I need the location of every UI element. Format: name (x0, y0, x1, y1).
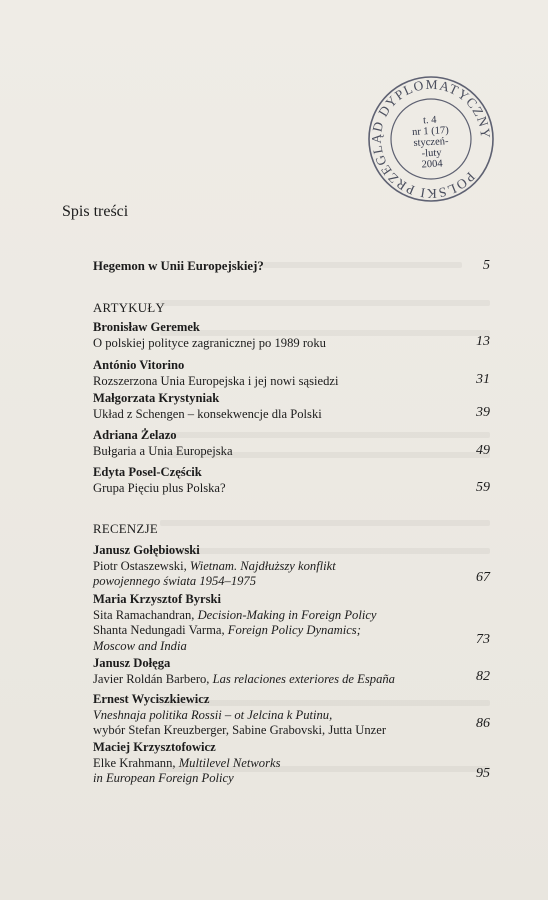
entry-page: 39 (476, 405, 490, 420)
entry-text: Sita Ramachandran, (93, 607, 198, 622)
section-heading-articles: ARTYKUŁY (93, 301, 166, 315)
entry-page: 49 (476, 443, 490, 458)
entry-title: O polskiej polityce zagranicznej po 1989 roku (93, 335, 326, 350)
toc-entry (93, 358, 339, 389)
toc-entry (93, 428, 233, 459)
stamp-line: 2004 (421, 158, 443, 171)
stamp-ring-text: POLSKI PRZEGLĄD DYPLOMATYCZNY (368, 76, 494, 202)
entry-author: Maria Krzysztof Byrski (93, 592, 222, 606)
stamp-line: styczeń- (413, 136, 449, 149)
entry-title: Rozszerzona Unia Europejska i jej nowi sąsiedzi (93, 373, 339, 388)
entry-text: Elke Krahmann, (93, 755, 179, 770)
entry-text-italic: Wietnam. Najdłuższy konflikt (189, 558, 336, 573)
entry-text-italic: Multilevel Networks (178, 755, 281, 770)
toc-entry (93, 391, 322, 422)
entry-text-italic: Moscow and India (93, 638, 187, 653)
entry-text-italic: Decision-Making in Foreign Policy (197, 607, 377, 622)
entry-title: Bułgaria a Unia Europejska (93, 443, 233, 458)
entry-page: 95 (476, 766, 490, 781)
entry-page: 13 (476, 334, 490, 349)
show-through (160, 300, 490, 306)
stamp-line: nr 1 (17) (411, 125, 450, 138)
entry-title: Układ z Schengen – konsekwencje dla Polski (93, 406, 322, 421)
toc-lead-page: 5 (483, 258, 490, 273)
journal-stamp (365, 73, 497, 205)
entry-line (93, 559, 336, 575)
entry-line (93, 623, 377, 639)
entry-author: Bronisław Geremek (93, 320, 200, 334)
entry-line (93, 672, 395, 688)
entry-page: 67 (476, 570, 490, 585)
entry-page: 73 (476, 632, 490, 647)
entry-title: Grupa Pięciu plus Polska? (93, 480, 226, 495)
toc-entry (93, 543, 336, 590)
entry-line (93, 608, 377, 624)
toc-entry (93, 465, 226, 496)
stamp-line: -luty (421, 147, 442, 160)
toc-title: Spis treści (62, 203, 129, 220)
toc-entry (93, 740, 280, 787)
entry-author: Adriana Żelazo (93, 428, 177, 442)
toc-entry (93, 656, 395, 687)
entry-line (93, 756, 280, 772)
entry-author: Janusz Dołęga (93, 656, 171, 670)
entry-author: Maciej Krzysztofowicz (93, 740, 216, 754)
entry-text-italic: in European Foreign Policy (93, 771, 234, 786)
show-through (262, 262, 462, 268)
entry-author: Małgorzata Krystyniak (93, 391, 220, 405)
section-heading-reviews: RECENZJE (93, 522, 158, 536)
entry-text: Piotr Ostaszewski, (93, 558, 190, 573)
entry-page: 82 (476, 669, 490, 684)
entry-page: 86 (476, 716, 490, 731)
entry-author: Janusz Gołębiowski (93, 543, 200, 557)
toc-lead-title: Hegemon w Unii Europejskiej? (93, 259, 264, 273)
toc-entry (93, 592, 377, 654)
entry-text-italic: Foreign Policy Dynamics; (227, 623, 361, 638)
entry-author: António Vitorino (93, 358, 185, 372)
toc-entry (93, 320, 326, 351)
entry-author: Edyta Posel-Częścik (93, 465, 202, 479)
entry-text: wybór Stefan Kreuzberger, Sabine Grabovski, Jutta Unzer (93, 723, 387, 738)
entry-page: 31 (476, 372, 490, 387)
entry-author: Ernest Wyciszkiewicz (93, 692, 210, 706)
stamp-issue-info (364, 112, 499, 174)
show-through (160, 520, 490, 526)
entry-text-italic: Las relaciones exteriores de España (212, 671, 395, 686)
entry-text: Javier Roldán Barbero, (93, 671, 213, 686)
entry-text-italic: Vneshnaja politika Rossii – ot Jelcina k Putinu, (93, 707, 333, 722)
stamp-line: t. 4 (422, 114, 437, 127)
toc-entry (93, 692, 386, 739)
entry-text: Shanta Nedungadi Varma, (93, 623, 228, 638)
entry-page: 59 (476, 480, 490, 495)
entry-text-italic: powojennego świata 1954–1975 (93, 574, 257, 589)
